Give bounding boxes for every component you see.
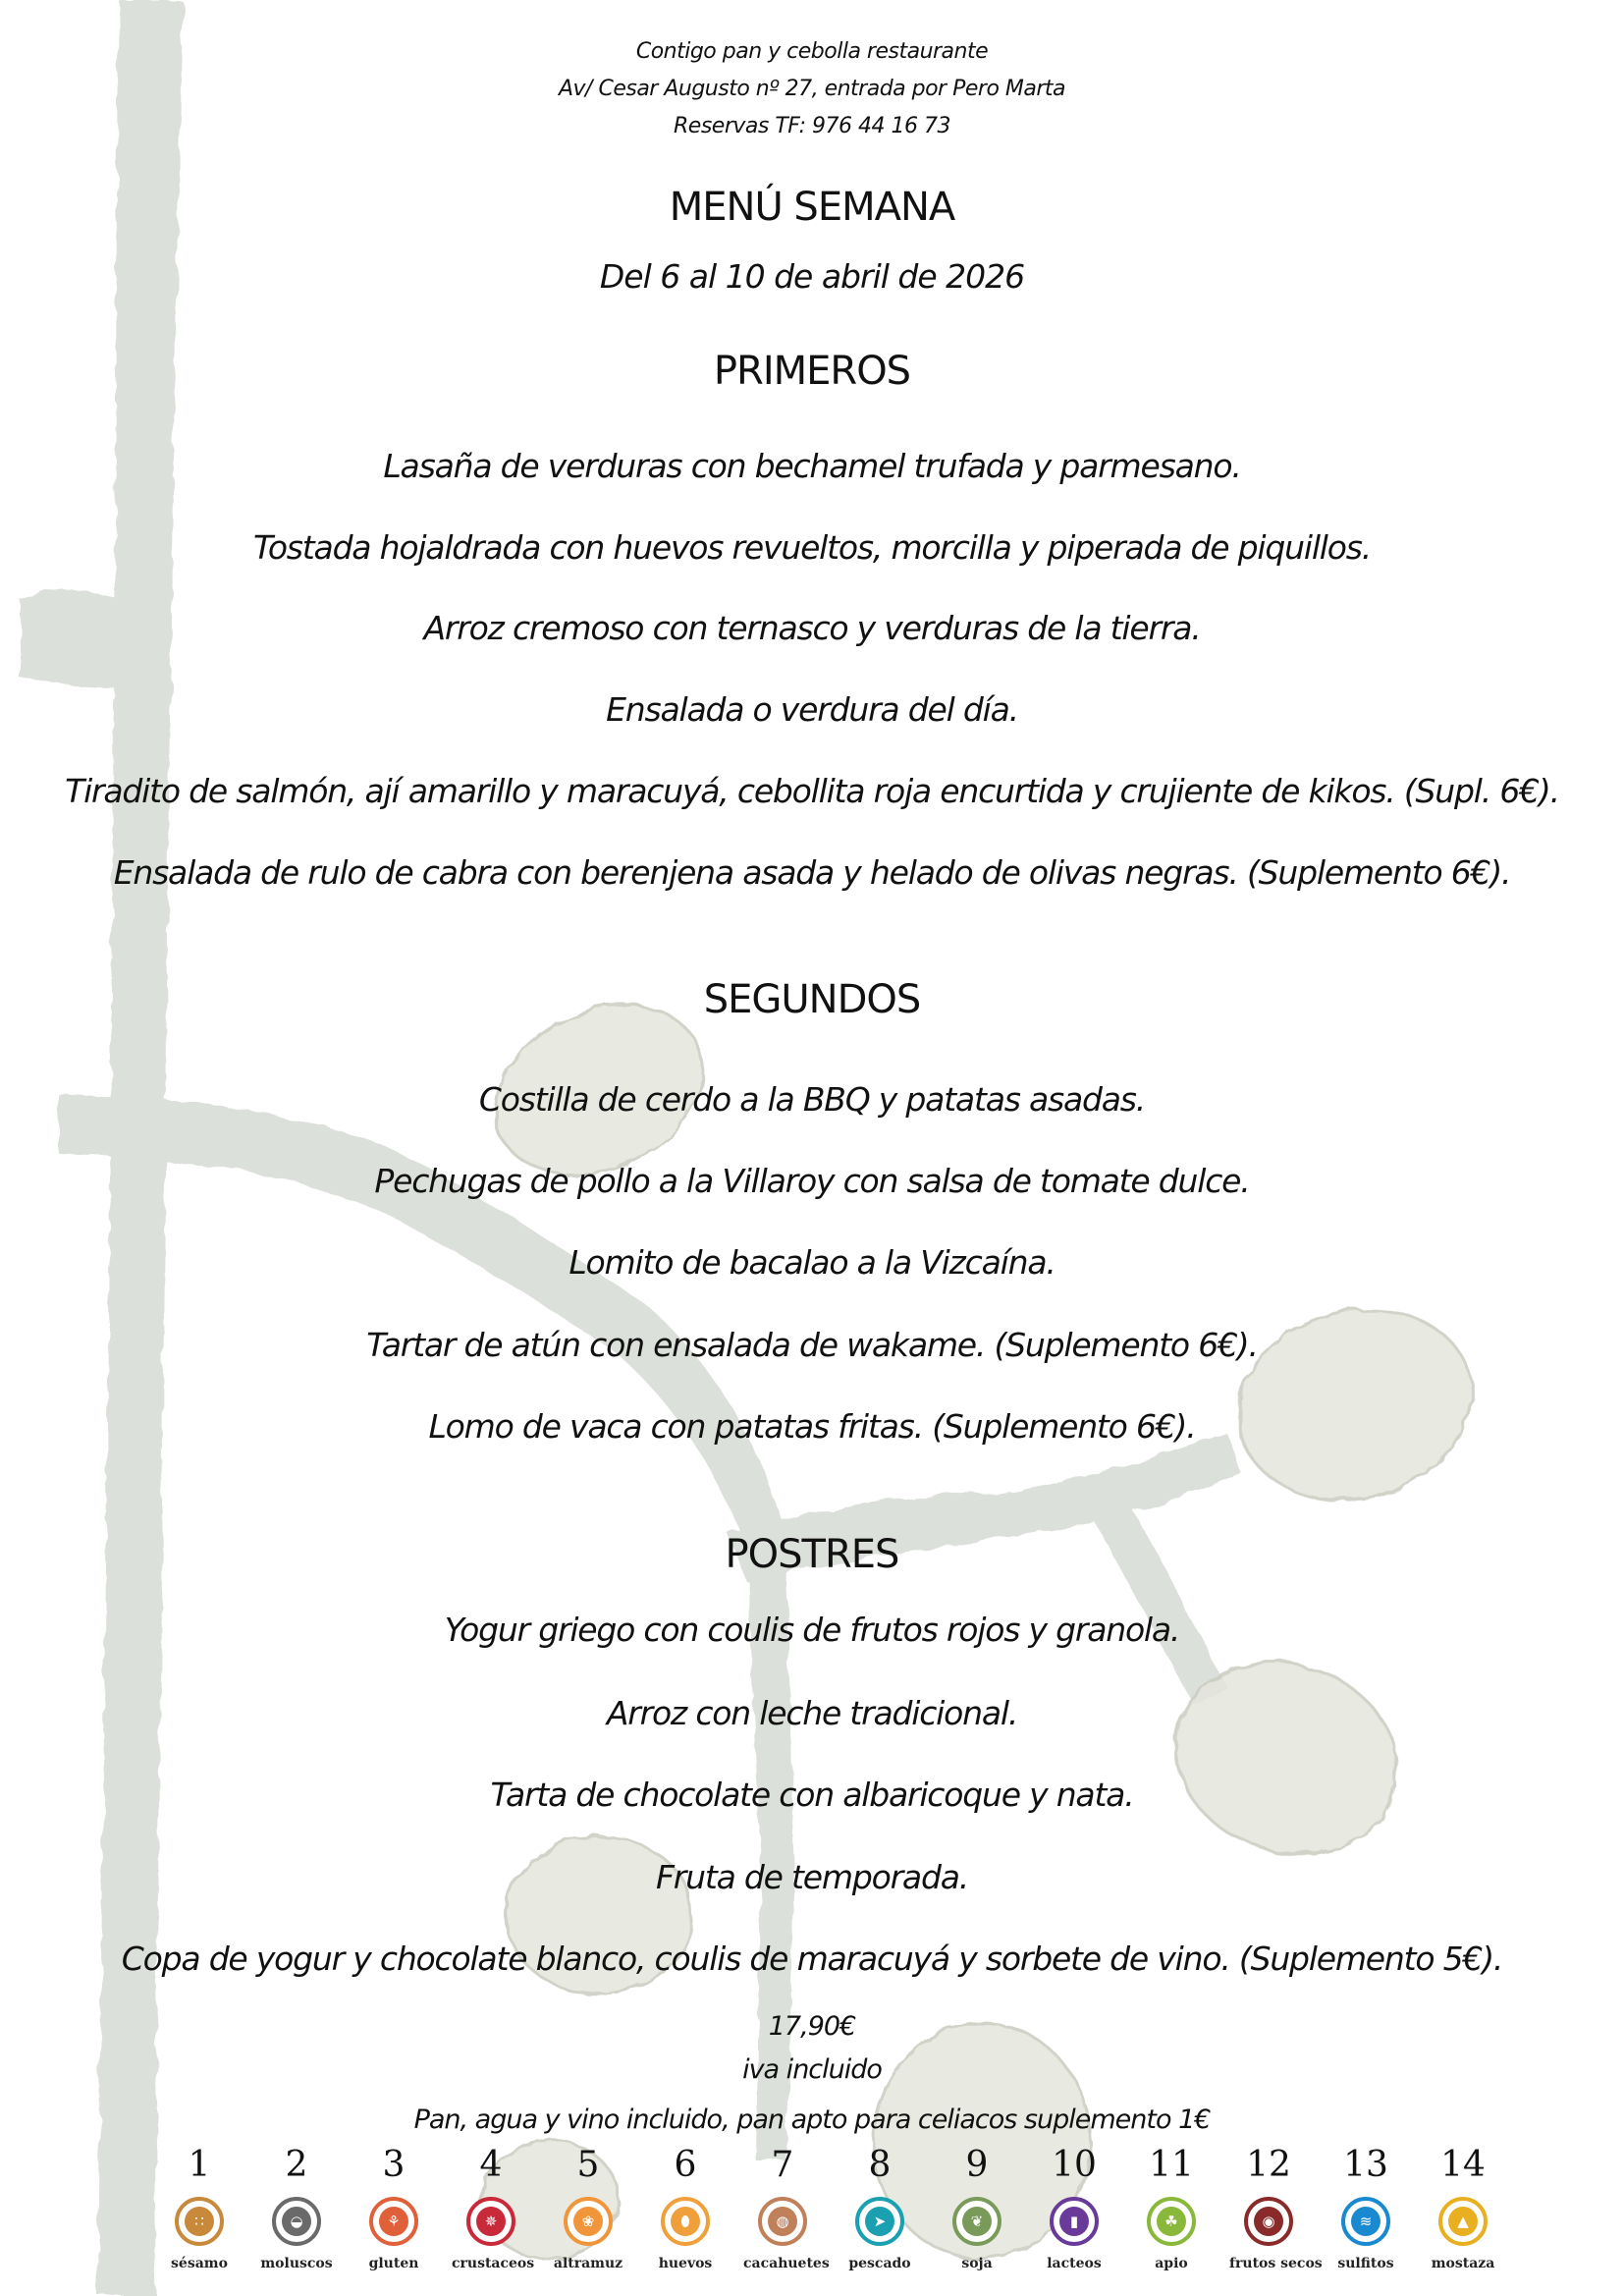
allergen-number: 9 [965, 2145, 989, 2185]
wheat-icon: ⚘ [369, 2197, 418, 2246]
dish-item: Tartar de atún con ensalada de wakame. (Suplemento 6€). [366, 1326, 1258, 1364]
allergen-name: crustaceos [452, 2256, 535, 2271]
allergen-name: moluscos [260, 2256, 333, 2271]
dish-item: Tostada hojaldrada con huevos revueltos, morcilla y piperada de piquillos. [252, 528, 1372, 567]
dish-item: Ensalada de rulo de cabra con berenjena asada y helado de olivas negras. (Suplemento 6€). [113, 853, 1511, 892]
allergen-item [160, 2146, 239, 2271]
allergen-item [743, 2145, 830, 2271]
sulphite-icon: ≋ [1341, 2197, 1390, 2246]
allergen-number: 3 [382, 2145, 406, 2185]
allergen-number: 14 [1440, 2145, 1486, 2185]
allergen-name: huevos [658, 2256, 713, 2271]
fish-icon: ➤ [855, 2197, 904, 2246]
allergen-name: lacteos [1047, 2256, 1102, 2271]
allergen-item [549, 2146, 627, 2271]
allergen-number: 13 [1343, 2145, 1388, 2185]
reservation-phone: Reservas TF: 976 44 16 73 [674, 114, 950, 138]
allergen-item [354, 2146, 433, 2271]
soy-icon: ❦ [952, 2197, 1001, 2246]
page-title: MENÚ SEMANA [669, 185, 955, 230]
allergen-number: 5 [576, 2145, 600, 2185]
allergen-number: 4 [479, 2145, 503, 2185]
menu-dates: Del 6 al 10 de abril de 2026 [599, 257, 1025, 296]
sesame-icon: ∷ [175, 2197, 224, 2246]
allergen-name: soja [961, 2256, 993, 2271]
allergen-name: cacahuetes [743, 2256, 830, 2271]
allergen-number: 12 [1246, 2145, 1291, 2185]
allergen-number: 1 [188, 2145, 211, 2185]
allergen-number: 10 [1052, 2145, 1097, 2185]
allergen-item [646, 2146, 725, 2271]
section-heading-primeros: PRIMEROS [713, 349, 911, 394]
allergen-item [1326, 2146, 1405, 2271]
dish-item: Lomito de bacalao a la Vizcaína. [568, 1243, 1056, 1282]
celery-icon: ☘ [1147, 2197, 1196, 2246]
mustard-icon: ▲ [1438, 2197, 1488, 2246]
allergen-item [452, 2145, 535, 2271]
dish-item: Pechugas de pollo a la Villaroy con salsa de tomate dulce. [374, 1162, 1250, 1200]
dish-item: Yogur griego con coulis de frutos rojos y granola. [444, 1611, 1180, 1649]
dish-item: Lasaña de verduras con bechamel trufada y parmesano. [383, 447, 1241, 485]
section-heading-postres: POSTRES [725, 1532, 899, 1577]
restaurant-address: Av/ Cesar Augusto nº 27, entrada por Pero Marta [558, 77, 1066, 101]
dish-item: Tiradito de salmón, ají amarillo y maracuyá, cebollita roja encurtida y crujiente de kikos. (Supl. 6€). [65, 772, 1559, 810]
allergen-name: apio [1155, 2256, 1188, 2271]
dish-item: Fruta de temporada. [655, 1858, 969, 1896]
allergen-item [840, 2146, 919, 2271]
dish-item: Ensalada o verdura del día. [606, 690, 1018, 729]
allergen-number: 11 [1149, 2145, 1194, 2185]
allergen-name: gluten [368, 2256, 419, 2271]
allergen-item [1424, 2146, 1502, 2271]
milk-icon: ▮ [1050, 2197, 1099, 2246]
menu-price: 17,90€ [768, 2011, 856, 2042]
allergen-item [1229, 2145, 1323, 2271]
dish-item: Arroz cremoso con ternasco y verduras de la tierra. [423, 609, 1201, 647]
section-heading-segundos: SEGUNDOS [703, 977, 921, 1022]
allergen-name: mostaza [1431, 2256, 1495, 2271]
allergen-number: 2 [285, 2145, 308, 2185]
lupin-icon: ❀ [564, 2197, 613, 2246]
dish-item: Arroz con leche tradicional. [606, 1694, 1018, 1732]
dish-item: Costilla de cerdo a la BBQ y patatas asadas. [478, 1080, 1146, 1119]
allergen-item [1132, 2146, 1211, 2271]
allergen-number: 8 [868, 2145, 892, 2185]
peanut-icon: ◍ [758, 2197, 807, 2246]
allergen-name: altramuz [553, 2256, 623, 2271]
allergen-number: 6 [674, 2145, 697, 2185]
egg-icon: ⬮ [661, 2197, 710, 2246]
mollusc-icon: ◒ [272, 2197, 321, 2246]
allergen-name: frutos secos [1229, 2256, 1323, 2271]
restaurant-name: Contigo pan y cebolla restaurante [635, 39, 989, 64]
dish-item: Lomo de vaca con patatas fritas. (Suplemento 6€). [428, 1407, 1196, 1446]
allergen-name: pescado [848, 2256, 911, 2271]
dish-item: Copa de yogur y chocolate blanco, coulis de maracuyá y sorbete de vino. (Suplemento 5€). [121, 1940, 1503, 1978]
allergen-item [1035, 2146, 1113, 2271]
allergen-number: 7 [771, 2145, 794, 2185]
allergen-name: sulfitos [1337, 2256, 1394, 2271]
allergen-item [257, 2146, 336, 2271]
allergen-item [938, 2146, 1016, 2271]
extras-note: Pan, agua y vino incluido, pan apto para celiacos suplemento 1€ [413, 2105, 1211, 2135]
dish-item: Tarta de chocolate con albaricoque y nata. [490, 1776, 1134, 1814]
crab-icon: ✵ [466, 2197, 515, 2246]
nuts-icon: ◉ [1244, 2197, 1293, 2246]
allergen-name: sésamo [171, 2256, 228, 2271]
tax-note: iva incluido [742, 2054, 882, 2085]
